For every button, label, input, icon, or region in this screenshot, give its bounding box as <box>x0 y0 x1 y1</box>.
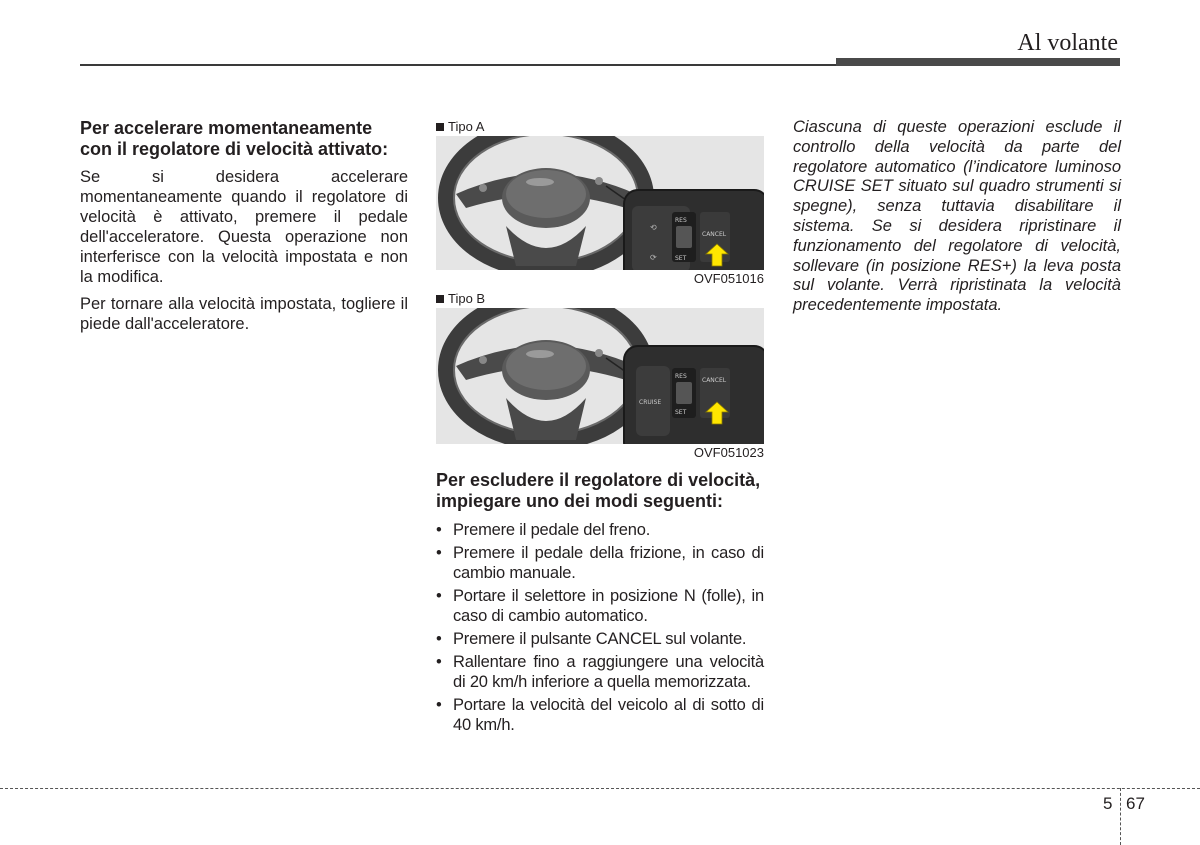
figure-b-set-label: SET <box>675 409 687 416</box>
bullet-glyph: • <box>436 653 442 671</box>
middle-column <box>436 118 764 738</box>
svg-text:⟳: ⟳ <box>650 253 657 262</box>
page-number: 67 <box>1126 794 1145 813</box>
right-column <box>793 118 1121 316</box>
bullet-glyph: • <box>436 544 442 562</box>
section-heading-accelerate: Per accelerare momentaneamente con il regolatore di velocità attivato: <box>80 118 389 159</box>
figure-b-cancel-label: CANCEL <box>702 377 727 384</box>
italic-note-paragraph: Ciascuna di queste operazioni esclude il controllo della velocità da parte del regolatore automatico (l’indicatore luminoso CRUISE SET situato sul quadro strumenti si spegne), senza tuttavia disabilitare il sistema. Se si desidera ripristinare il funzionamento del regolatore di velocità, sollevare (in posizione RES+) la leva posta sul volante. Verrà ripristinata la velocità precedentemente impostata. <box>793 118 1121 315</box>
figure-a-label-text: Tipo A <box>448 119 485 134</box>
footer-dashed-rule <box>0 788 1200 789</box>
figure-b-label <box>436 290 764 308</box>
figure-a-steering-wheel <box>436 136 764 270</box>
bullet-glyph: • <box>436 521 442 539</box>
figure-a-cancel-label: CANCEL <box>702 231 727 238</box>
bullet-glyph: • <box>436 587 442 605</box>
list-item-text: Premere il pedale del freno. <box>453 521 651 539</box>
figure-b-cruise-label: CRUISE <box>639 399 662 406</box>
bullet-glyph: • <box>436 696 442 714</box>
chapter-number: 5 <box>1103 794 1113 813</box>
paragraph-return-speed: Per tornare alla velocità impostata, togliere il piede dall'acceleratore. <box>80 295 408 333</box>
list-item <box>436 520 764 540</box>
list-item <box>436 543 764 583</box>
header-rule-thick <box>836 58 1120 66</box>
figure-b-code: OVF051023 <box>693 445 764 460</box>
left-column <box>80 118 408 334</box>
list-item-text: Rallentare fino a raggiungere una velocità di 20 km/h inferiore a quella memorizzata. <box>453 653 764 691</box>
list-item-text: Portare la velocità del veicolo al di sotto di 40 km/h. <box>453 696 764 734</box>
list-item <box>436 652 764 692</box>
figure-a-label <box>436 118 764 136</box>
header-rule-thin <box>80 64 836 66</box>
page-header-title: Al volante <box>1017 30 1118 56</box>
bullet-glyph: • <box>436 630 442 648</box>
figure-a-code: OVF051016 <box>693 271 764 286</box>
list-item <box>436 695 764 735</box>
figure-b-steering-wheel <box>436 308 764 444</box>
square-bullet-icon <box>436 123 444 131</box>
list-item-text: Premere il pulsante CANCEL sul volante. <box>453 630 747 648</box>
square-bullet-icon <box>436 295 444 303</box>
footer-vertical-dashed-rule <box>1120 788 1121 845</box>
svg-text:⟲: ⟲ <box>650 223 657 232</box>
list-item <box>436 629 764 649</box>
figure-a-set-label: SET <box>675 255 687 262</box>
figure-a-res-label: RES <box>675 217 687 224</box>
list-item-text: Portare il selettore in posizione N (folle), in caso di cambio automatico. <box>453 587 764 625</box>
paragraph-accelerate: Se si desidera accelerare momentaneamente quando il regolatore di velocità è attivato, premere il pedale dell'acceleratore. Questa operazione non interferisce con la velocità impostata e non la modifica. <box>80 168 408 286</box>
figure-b-label-text: Tipo B <box>448 291 486 306</box>
section-heading-disable: Per escludere il regolatore di velocità, impiegare uno dei modi seguenti: <box>436 470 761 511</box>
list-item-text: Premere il pedale della frizione, in caso di cambio manuale. <box>453 544 764 582</box>
disable-methods-list <box>436 520 764 735</box>
figure-b-res-label: RES <box>675 373 687 380</box>
list-item <box>436 586 764 626</box>
